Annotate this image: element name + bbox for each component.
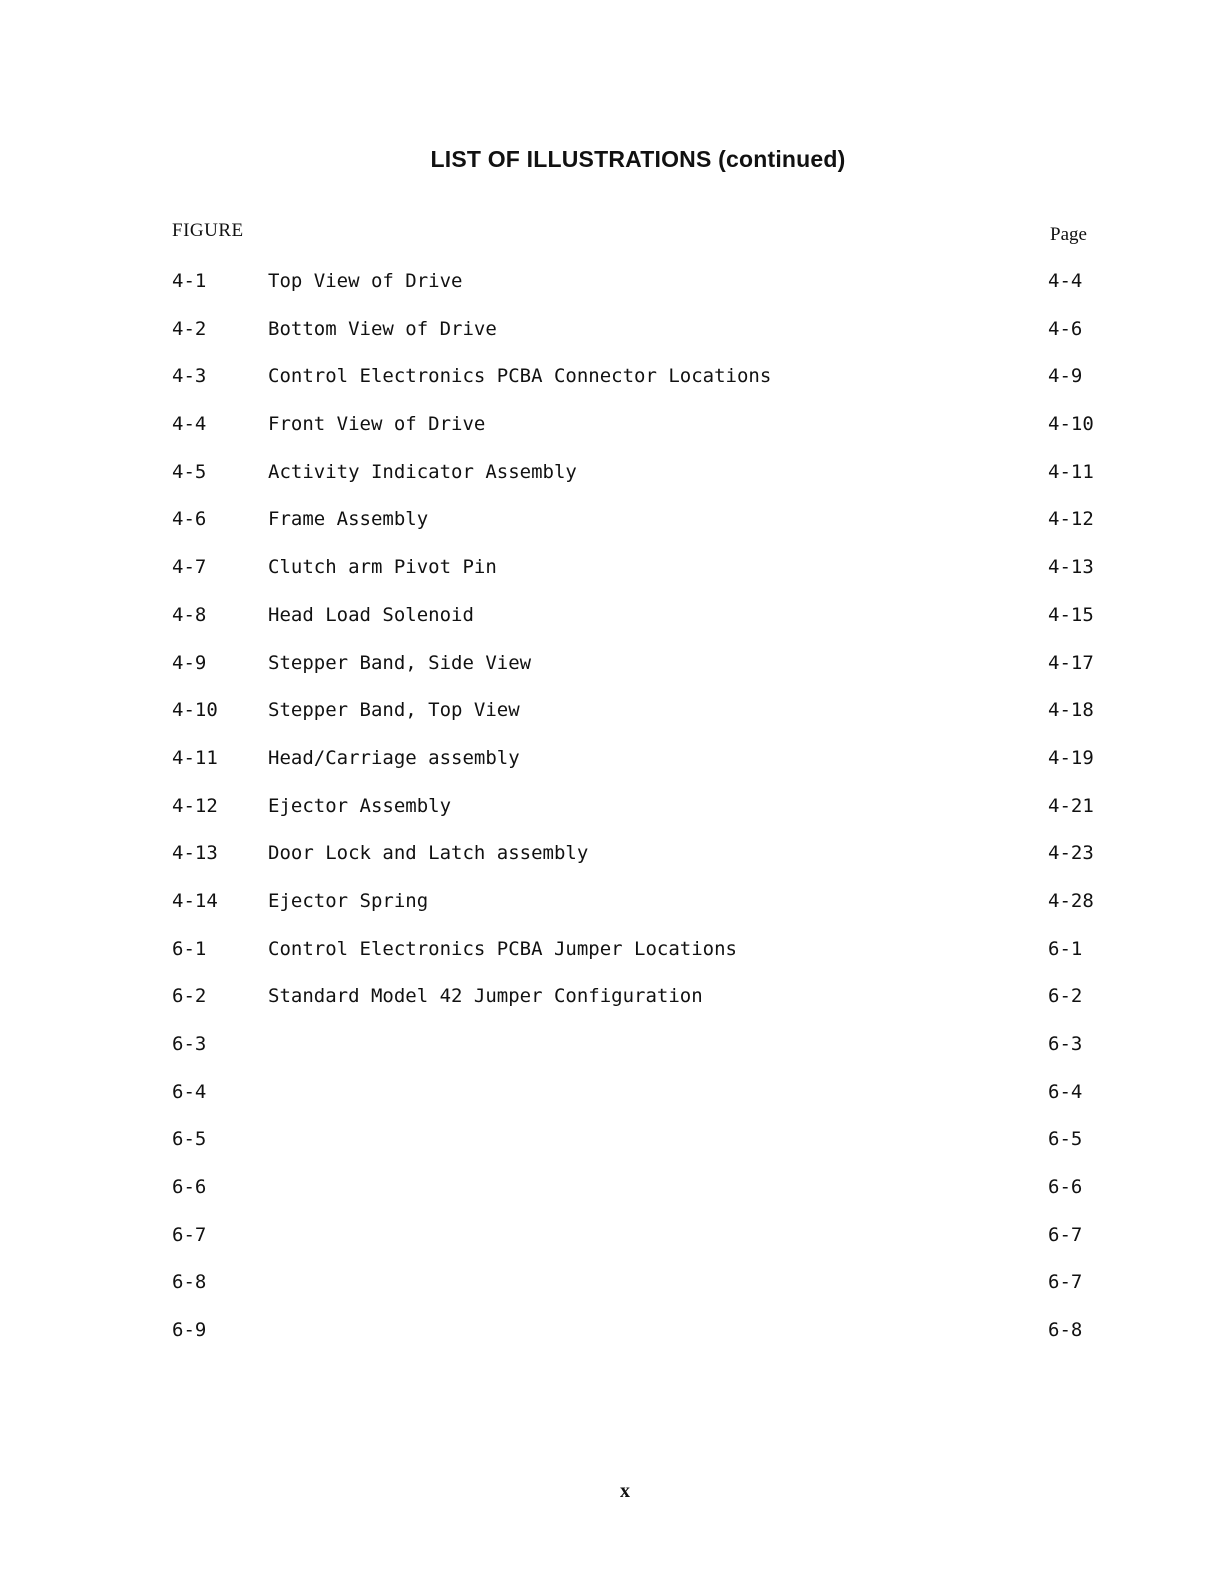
caption-with-leader <box>268 926 1032 974</box>
page-reference: 4-13 <box>1048 556 1094 579</box>
figure-caption: Control Electronics PCBA Connector Locations <box>268 365 772 388</box>
caption-with-leader <box>268 1069 1032 1117</box>
dot-leader <box>274 1262 1032 1310</box>
figure-caption: Standard Model 42 Jumper Configuration <box>268 985 703 1008</box>
figure-caption: Front View of Drive <box>268 413 486 436</box>
dot-leader <box>594 833 1032 881</box>
list-item <box>172 640 1132 688</box>
dot-leader <box>491 404 1032 452</box>
figure-number: 4-11 <box>172 746 218 769</box>
page-reference: 6-2 <box>1048 985 1083 1008</box>
figure-column-header: FIGURE <box>172 220 244 241</box>
list-item <box>172 1116 1132 1164</box>
figure-caption: Stepper Band, Top View <box>268 699 520 722</box>
list-item <box>172 258 1132 306</box>
list-item <box>172 353 1132 401</box>
caption-with-leader <box>268 1259 1032 1307</box>
figure-number: 4-9 <box>172 651 207 674</box>
figure-caption: Door Lock and Latch assembly <box>268 842 589 865</box>
figure-number: 4-14 <box>172 889 218 912</box>
figure-number: 4-2 <box>172 317 207 340</box>
page-reference: 4-21 <box>1048 794 1094 817</box>
dot-leader <box>274 1310 1032 1358</box>
figure-caption: Frame Assembly <box>268 508 429 531</box>
page-reference: 4-23 <box>1048 842 1094 865</box>
figure-caption: Head/Carriage assembly <box>268 746 520 769</box>
page-reference: 4-12 <box>1048 508 1094 531</box>
dot-leader <box>274 1215 1032 1263</box>
list-item <box>172 926 1132 974</box>
list-item <box>172 592 1132 640</box>
page-reference: 4-18 <box>1048 699 1094 722</box>
figure-number: 4-12 <box>172 794 218 817</box>
page-reference: 4-15 <box>1048 603 1094 626</box>
figure-number: 6-2 <box>172 985 207 1008</box>
dot-leader <box>583 452 1032 500</box>
page-reference: 4-4 <box>1048 270 1083 292</box>
figure-number: 4-1 <box>172 270 207 292</box>
page-reference: 6-6 <box>1048 1176 1083 1199</box>
dot-leader <box>526 690 1032 738</box>
caption-with-leader <box>268 449 1032 497</box>
figure-number: 4-5 <box>172 460 207 483</box>
caption-with-leader <box>268 1021 1032 1069</box>
list-item <box>172 1259 1132 1307</box>
list-item <box>172 1164 1132 1212</box>
figure-number: 6-6 <box>172 1176 207 1199</box>
figure-number: 6-1 <box>172 937 207 960</box>
page-reference: 6-8 <box>1048 1319 1083 1342</box>
page-reference: 6-1 <box>1048 937 1083 960</box>
page-reference: 4-11 <box>1048 460 1094 483</box>
dot-leader <box>468 261 1032 309</box>
figure-number: 4-4 <box>172 413 207 436</box>
figure-caption: Bottom View of Drive <box>268 317 497 340</box>
list-item <box>172 1069 1132 1117</box>
figure-caption: Top View of Drive <box>268 270 463 292</box>
list-item <box>172 878 1132 926</box>
page-reference: 4-10 <box>1048 413 1094 436</box>
figure-number: 4-6 <box>172 508 207 531</box>
page-reference: 4-17 <box>1048 651 1094 674</box>
dot-leader <box>777 356 1032 404</box>
dot-leader <box>537 643 1032 691</box>
dot-leader <box>503 309 1032 357</box>
list-item <box>172 735 1132 783</box>
list-item <box>172 1021 1132 1069</box>
caption-with-leader <box>268 735 1032 783</box>
list-item <box>172 830 1132 878</box>
page-reference: 4-9 <box>1048 365 1083 388</box>
figure-number: 6-5 <box>172 1128 207 1151</box>
caption-with-leader <box>268 592 1032 640</box>
caption-with-leader <box>268 687 1032 735</box>
caption-with-leader <box>268 1307 1032 1355</box>
figure-number: 4-10 <box>172 699 218 722</box>
dot-leader <box>526 738 1032 786</box>
list-item <box>172 1212 1132 1260</box>
figure-caption: Activity Indicator Assembly <box>268 460 577 483</box>
dot-leader <box>709 976 1032 1024</box>
page-reference: 4-28 <box>1048 889 1094 912</box>
figure-number: 4-7 <box>172 556 207 579</box>
caption-with-leader <box>268 1116 1032 1164</box>
caption-with-leader <box>268 783 1032 831</box>
figure-number: 6-9 <box>172 1319 207 1342</box>
caption-with-leader <box>268 640 1032 688</box>
figure-number: 4-13 <box>172 842 218 865</box>
dot-leader <box>480 595 1032 643</box>
list-item <box>172 544 1132 592</box>
figure-number: 6-4 <box>172 1080 207 1103</box>
illustration-list <box>172 258 1132 1355</box>
page-column-header: Page <box>1050 224 1087 245</box>
list-item <box>172 783 1132 831</box>
dot-leader <box>743 929 1032 977</box>
page-reference: 4-6 <box>1048 317 1083 340</box>
caption-with-leader <box>268 496 1032 544</box>
caption-with-leader <box>268 258 1032 306</box>
page-reference: 4-19 <box>1048 746 1094 769</box>
dot-leader <box>274 1024 1032 1072</box>
caption-with-leader <box>268 306 1032 354</box>
page-reference: 6-7 <box>1048 1271 1083 1294</box>
caption-with-leader <box>268 353 1032 401</box>
figure-caption: Head Load Solenoid <box>268 603 474 626</box>
page-reference: 6-5 <box>1048 1128 1083 1151</box>
caption-with-leader <box>268 1212 1032 1260</box>
caption-with-leader <box>268 830 1032 878</box>
list-item <box>172 449 1132 497</box>
figure-caption: Control Electronics PCBA Jumper Locations <box>268 937 737 960</box>
list-item <box>172 973 1132 1021</box>
figure-caption: Ejector Assembly <box>268 794 452 817</box>
page-title: LIST OF ILLUSTRATIONS (continued) <box>430 146 846 172</box>
list-item <box>172 1307 1132 1355</box>
page-reference: 6-3 <box>1048 1033 1083 1055</box>
caption-with-leader <box>268 544 1032 592</box>
list-item <box>172 496 1132 544</box>
caption-with-leader <box>268 401 1032 449</box>
figure-number: 6-3 <box>172 1033 207 1055</box>
figure-caption: Clutch arm Pivot Pin <box>268 556 497 579</box>
figure-caption: Ejector Spring <box>268 889 429 912</box>
list-item <box>172 306 1132 354</box>
figure-caption: Stepper Band, Side View <box>268 651 532 674</box>
dot-leader <box>274 1072 1032 1120</box>
list-item <box>172 687 1132 735</box>
caption-with-leader <box>268 878 1032 926</box>
dot-leader <box>457 786 1032 834</box>
caption-with-leader <box>268 973 1032 1021</box>
figure-number: 4-8 <box>172 603 207 626</box>
dot-leader <box>434 881 1032 929</box>
dot-leader <box>503 547 1032 595</box>
page-reference: 6-7 <box>1048 1223 1083 1246</box>
dot-leader <box>274 1119 1032 1167</box>
figure-number: 4-3 <box>172 365 207 388</box>
list-item <box>172 401 1132 449</box>
dot-leader <box>434 499 1032 547</box>
figure-number: 6-8 <box>172 1271 207 1294</box>
page-reference: 6-4 <box>1048 1080 1083 1103</box>
dot-leader <box>274 1167 1032 1215</box>
caption-with-leader <box>268 1164 1032 1212</box>
figure-number: 6-7 <box>172 1223 207 1246</box>
footer-page-number: x <box>620 1480 630 1502</box>
